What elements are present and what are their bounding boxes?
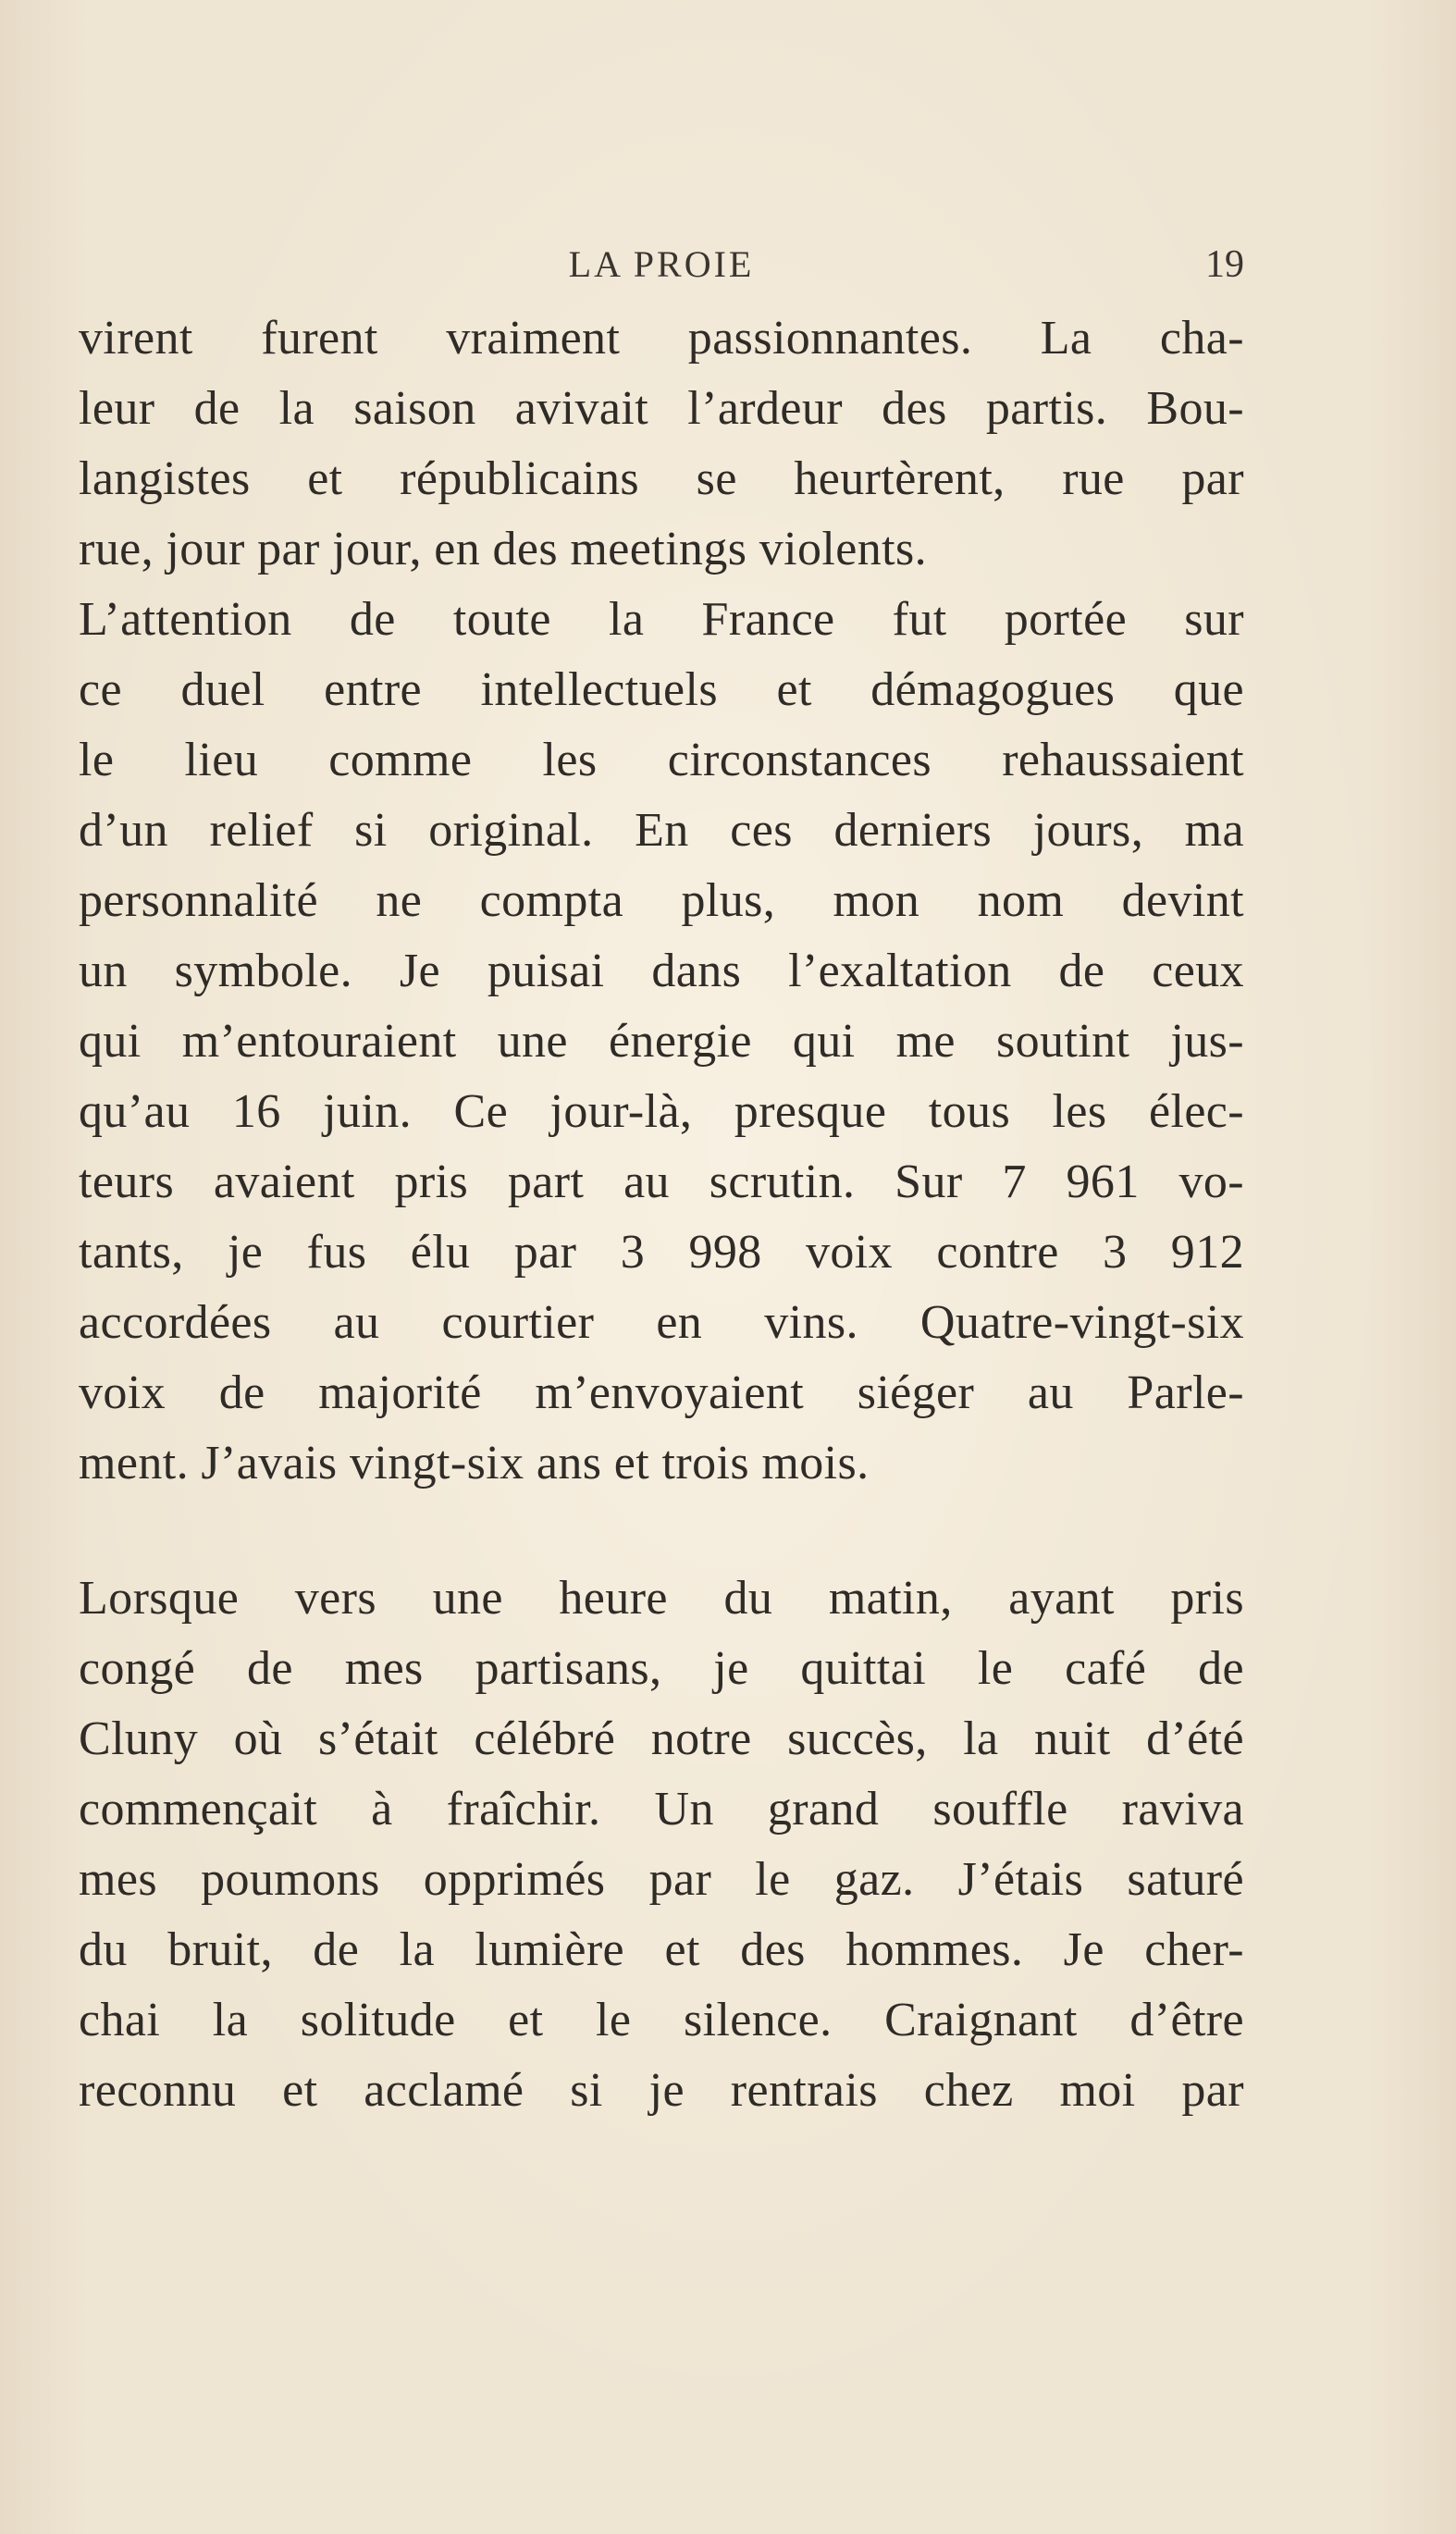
text-line: chai la solitude et le silence. Craignant d’être [79,1994,1244,2046]
text-line: qui m’entouraient une énergie qui me soutint jus- [79,1015,1244,1068]
text-line: teurs avaient pris part au scrutin. Sur 7 961 vo- [79,1156,1244,1208]
running-head [79,242,1244,298]
text-line: qu’au 16 juin. Ce jour-là, presque tous les élec- [79,1085,1244,1138]
text-line: ment. J’avais vingt-six ans et trois mois. [79,1437,870,1489]
text-line: leur de la saison avivait l’ardeur des partis. Bou- [79,382,1244,435]
paragraph-2 [79,1564,1244,2126]
text-line: Cluny où s’était célébré notre succès, la nuit d’été [79,1712,1244,1765]
text-line: personnalité ne compta plus, mon nom devint [79,874,1244,927]
text-line: tants, je fus élu par 3 998 voix contre 3 912 [79,1226,1244,1279]
text-line: commençait à fraîchir. Un grand souffle raviva [79,1783,1244,1836]
text-line: reconnu et acclamé si je rentrais chez moi par [79,2064,1244,2117]
text-line: d’un relief si original. En ces derniers jours, ma [79,804,1244,857]
text-line: ce duel entre intellectuels et démagogues que [79,663,1244,716]
running-title: LA PROIE [568,243,755,285]
text-line: un symbole. Je puisai dans l’exaltation de ceux [79,945,1244,997]
text-line: voix de majorité m’envoyaient siéger au Parle- [79,1366,1244,1419]
text-line: rue, jour par jour, en des meetings violents. [79,523,928,575]
paragraph-1 [79,303,1244,1499]
text-line: le lieu comme les circonstances rehaussaient [79,734,1244,786]
text-line: accordées au courtier en vins. Quatre-vingt-six [79,1296,1244,1349]
page-number: 19 [1205,243,1244,286]
text-line: du bruit, de la lumière et des hommes. Je cher- [79,1923,1244,1976]
text-line: L’attention de toute la France fut portée sur [79,593,1244,646]
text-line: mes poumons opprimés par le gaz. J’étais saturé [79,1853,1244,1906]
text-line: virent furent vraiment passionnantes. La cha- [79,312,1244,365]
text-line: Lorsque vers une heure du matin, ayant pris [79,1572,1244,1625]
text-line: congé de mes partisans, je quittai le café de [79,1642,1244,1695]
text-line: langistes et républicains se heurtèrent, rue par [79,452,1244,505]
